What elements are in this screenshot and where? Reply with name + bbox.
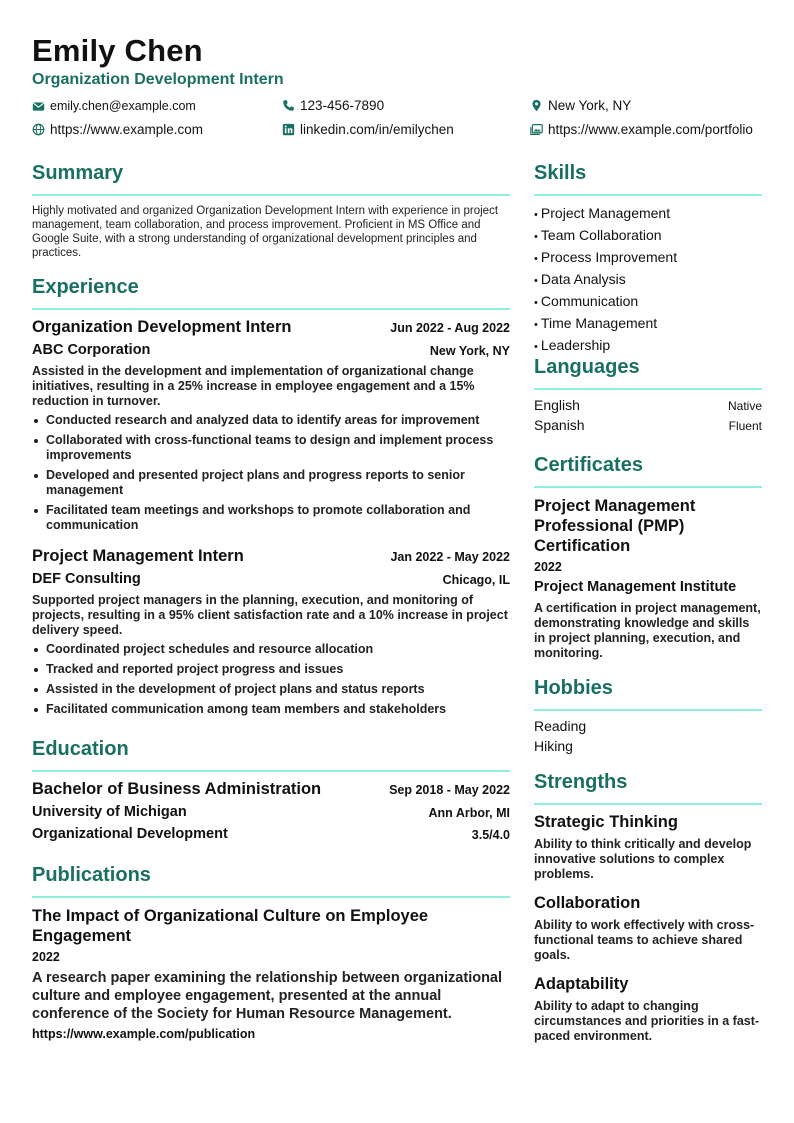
job-description: Assisted in the development and implementation of organizational change initiatives, resulting in a 25% increase in employee engagement and a 15% reduction in turnover. <box>32 364 475 408</box>
skills-divider <box>534 194 762 196</box>
language-row <box>534 417 762 433</box>
hobby-item: Reading <box>534 718 587 734</box>
publications-heading: Publications <box>32 864 151 886</box>
strength-description: Ability to think critically and develop innovative solutions to complex problems. <box>534 837 752 881</box>
job-bullet-list <box>32 413 510 538</box>
publication-description: A research paper examining the relationship between organizational culture and employee engagement, presented at the annual conference of the Society for Human Resource Management. <box>32 970 503 1022</box>
contact-location <box>530 98 631 113</box>
certificate-year: 2022 <box>534 560 562 574</box>
contact-portfolio-text: https://www.example.com/portfolio <box>548 122 753 137</box>
education-divider <box>32 770 510 772</box>
job-company: DEF Consulting <box>32 571 141 587</box>
job-dates: Jun 2022 - Aug 2022 <box>390 321 510 335</box>
strength-description: Ability to work effectively with cross-functional teams to achieve shared goals. <box>534 918 755 962</box>
strength-description: Ability to adapt to changing circumstances and priorities in a fast-paced environment. <box>534 999 760 1043</box>
certificates-heading: Certificates <box>534 454 643 476</box>
education-field: Organizational Development <box>32 826 228 842</box>
summary-text: Highly motivated and organized Organization Development Intern with experience in project management, team collaboration, and process improvement. Proficient in MS Office and Google Suite, with a strong understanding of organizational development principles and practices. <box>32 205 499 259</box>
education-heading: Education <box>32 738 129 760</box>
list-item: • Data Analysis <box>534 269 677 291</box>
job-description: Supported project managers in the planning, execution, and monitoring of projects, resulting in a 95% client satisfaction rate and a 10% increase in project delivery speed. <box>32 593 508 637</box>
hobbies-divider <box>534 709 762 711</box>
languages-heading: Languages <box>534 356 640 378</box>
education-location: Ann Arbor, MI <box>428 806 510 820</box>
list-item: • Time Management <box>534 313 677 335</box>
strength-name: Collaboration <box>534 894 641 912</box>
education-dates: Sep 2018 - May 2022 <box>389 783 510 797</box>
contact-email-text: emily.chen@example.com <box>50 99 196 113</box>
strengths-heading: Strengths <box>534 771 628 793</box>
contact-email[interactable] <box>32 99 196 113</box>
contact-location-text: New York, NY <box>548 98 632 113</box>
language-level: Fluent <box>728 419 762 433</box>
globe-icon <box>32 123 45 136</box>
experience-heading: Experience <box>32 276 139 298</box>
certificates-divider <box>534 486 762 488</box>
language-row <box>534 397 762 413</box>
summary-divider <box>32 194 510 196</box>
contact-website[interactable] <box>32 122 203 137</box>
strength-name: Strategic Thinking <box>534 813 678 831</box>
contact-website-text: https://www.example.com <box>50 122 204 137</box>
list-item: • Communication <box>534 291 677 313</box>
contact-phone-text: 123-456-7890 <box>300 98 385 113</box>
language-level: Native <box>727 399 762 413</box>
hobby-item: Hiking <box>534 738 573 754</box>
job-dates: Jan 2022 - May 2022 <box>390 550 510 564</box>
job-location: Chicago, IL <box>442 573 510 587</box>
certificate-description: A certification in project management, demonstrating knowledge and skills in project planning, execution, and monitoring. <box>534 601 761 660</box>
language-name: English <box>534 397 580 413</box>
publication-year: 2022 <box>32 950 60 964</box>
job-title: Project Management Intern <box>32 547 244 565</box>
contact-phone[interactable] <box>282 98 384 113</box>
strengths-divider <box>534 803 762 805</box>
portfolio-icon <box>530 123 543 136</box>
publication-link[interactable]: https://www.example.com/publication <box>32 1027 256 1041</box>
hobbies-heading: Hobbies <box>534 677 613 699</box>
publications-divider <box>32 896 510 898</box>
job-title: Organization Development Intern <box>32 318 292 336</box>
list-item: Collaborated with cross-functional teams to design and implement process improvements <box>32 433 510 463</box>
experience-divider <box>32 308 510 310</box>
candidate-role: Organization Development Intern <box>32 71 284 88</box>
education-gpa: 3.5/4.0 <box>471 828 510 842</box>
list-item: Tracked and reported project progress and issues <box>32 662 510 677</box>
languages-divider <box>534 388 762 390</box>
skills-heading: Skills <box>534 162 587 184</box>
list-item: • Process Improvement <box>534 247 677 269</box>
job-company: ABC Corporation <box>32 342 151 358</box>
list-item: • Team Collaboration <box>534 225 677 247</box>
linkedin-icon <box>282 123 295 136</box>
certificate-name: Project Management Professional (PMP) Certification <box>534 497 696 555</box>
contact-linkedin[interactable] <box>282 122 454 137</box>
job-bullet-list <box>32 642 510 722</box>
certificate-issuer: Project Management Institute <box>534 579 737 595</box>
list-item: • Leadership <box>534 335 677 357</box>
list-item: Developed and presented project plans and progress reports to senior management <box>32 468 510 498</box>
phone-icon <box>282 99 295 112</box>
education-school: University of Michigan <box>32 804 187 820</box>
candidate-name: Emily Chen <box>32 33 203 68</box>
email-icon <box>32 100 45 113</box>
contact-portfolio[interactable] <box>530 122 753 137</box>
job-location: New York, NY <box>429 344 510 358</box>
language-name: Spanish <box>534 417 585 433</box>
summary-heading: Summary <box>32 162 124 184</box>
list-item: Facilitated team meetings and workshops to promote collaboration and communication <box>32 503 510 533</box>
list-item: Coordinated project schedules and resource allocation <box>32 642 510 657</box>
location-pin-icon <box>530 99 543 112</box>
strength-name: Adaptability <box>534 975 629 993</box>
publication-title: The Impact of Organizational Culture on Employee Engagement <box>32 907 429 945</box>
list-item: Facilitated communication among team members and stakeholders <box>32 702 510 717</box>
contact-linkedin-text: linkedin.com/in/emilychen <box>300 122 454 137</box>
list-item: • Project Management <box>534 203 677 225</box>
list-item: Assisted in the development of project plans and status reports <box>32 682 510 697</box>
education-degree: Bachelor of Business Administration <box>32 780 322 798</box>
skills-list <box>534 203 677 357</box>
list-item: Conducted research and analyzed data to identify areas for improvement <box>32 413 510 428</box>
